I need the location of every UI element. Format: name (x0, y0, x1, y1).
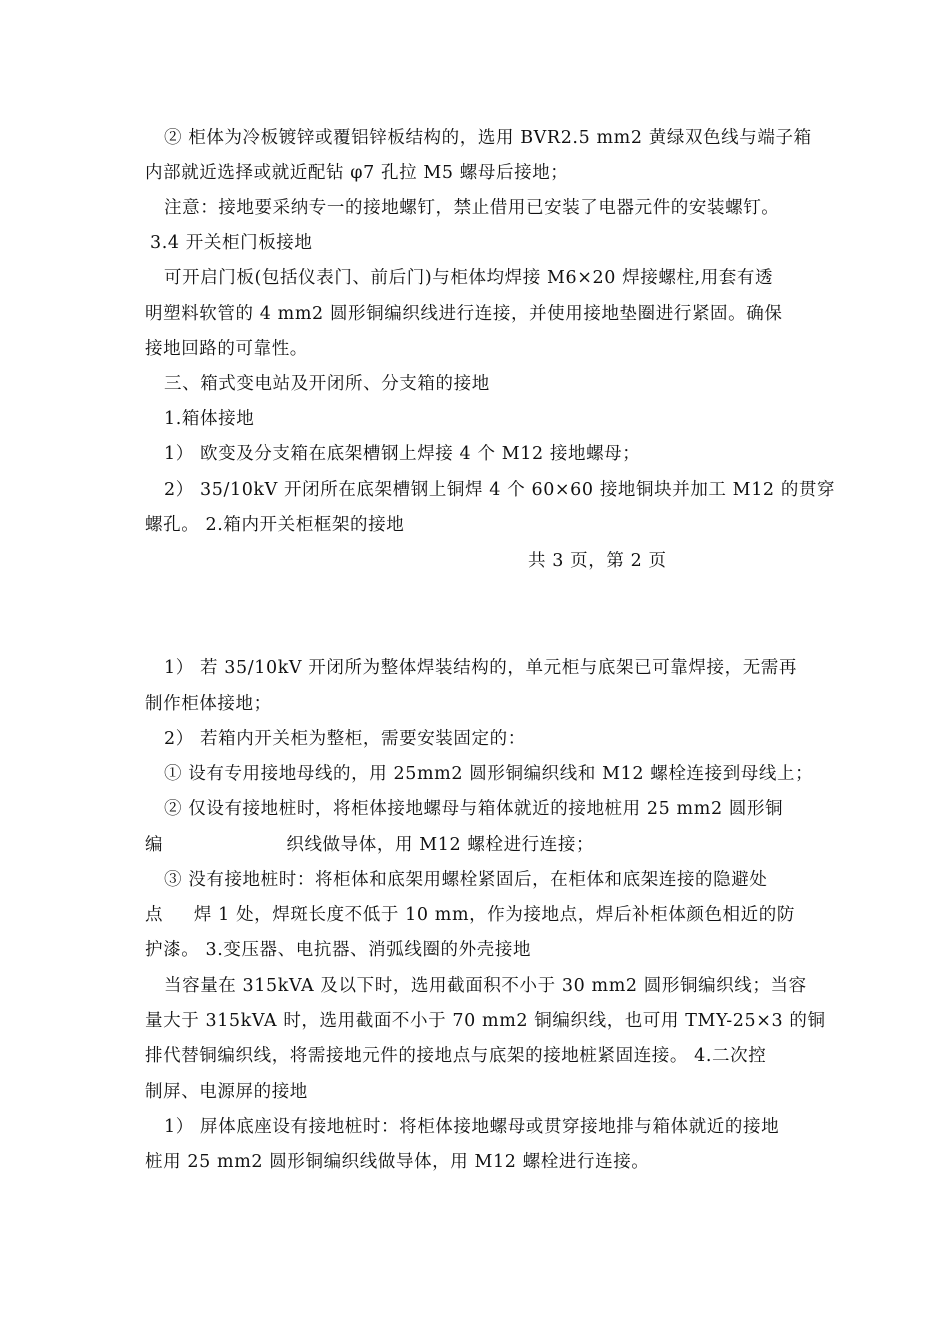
paragraph-line: ② 仅设有接地桩时，将柜体接地螺母与箱体就近的接地桩用 25 mm2 圆形铜 (164, 799, 784, 819)
paragraph-line: 制作柜体接地； (145, 694, 272, 714)
paragraph-line: 2） 35/10kV 开闭所在底架槽钢上铜焊 4 个 60×60 接地铜块并加工 M12 的贯穿 (164, 480, 836, 500)
paragraph-line: 注意：接地要采纳专一的接地螺钉，禁止借用已安装了电器元件的安装螺钉。 (164, 198, 780, 218)
paragraph-line: 螺孔。 2.箱内开关柜框架的接地 (145, 515, 405, 535)
paragraph-line: ③ 没有接地桩时：将柜体和底架用螺栓紧固后，在柜体和底架连接的隐避处 (164, 870, 768, 890)
paragraph-line: 内部就近选择或就近配钻 φ7 孔拉 M5 螺母后接地； (145, 163, 569, 183)
paragraph-line: 当容量在 315kVA 及以下时，选用截面积不小于 30 mm2 圆形铜编织线；当容 (164, 976, 807, 996)
paragraph-line: ② 柜体为冷板镀锌或覆铝锌板结构的，选用 BVR2.5 mm2 黄绿双色线与端子箱 (164, 128, 812, 148)
section-heading: 三、箱式变电站及开闭所、分支箱的接地 (164, 374, 490, 394)
paragraph-line: ① 设有专用接地母线的，用 25mm2 圆形铜编织线和 M12 螺栓连接到母线上； (164, 764, 814, 784)
paragraph-line: 护漆。 3.变压器、电抗器、消弧线圈的外壳接地 (145, 940, 532, 960)
paragraph-line: 1） 屏体底座设有接地桩时：将柜体接地螺母或贯穿接地排与箱体就近的接地 (164, 1117, 780, 1137)
paragraph-line: 桩用 25 mm2 圆形铜编织线做导体，用 M12 螺栓进行连接。 (145, 1152, 650, 1172)
paragraph-line: 1） 若 35/10kV 开闭所为整体焊装结构的，单元柜与底架已可靠焊接，无需再 (164, 658, 797, 678)
paragraph-line: 1） 欧变及分支箱在底架槽钢上焊接 4 个 M12 接地螺母； (164, 444, 641, 464)
page-footer: 共 3 页，第 2 页 (528, 551, 667, 571)
paragraph-line: 制屏、电源屏的接地 (145, 1082, 308, 1102)
paragraph-line: 编 织线做导体，用 M12 螺栓进行连接； (145, 835, 595, 855)
section-heading: 3.4 开关柜门板接地 (150, 233, 313, 253)
paragraph-line: 量大于 315kVA 时，选用截面不小于 70 mm2 铜编织线，也可用 TMY-25×3 的铜 (145, 1011, 826, 1031)
paragraph-line: 明塑料软管的 4 mm2 圆形铜编织线进行连接，并使用接地垫圈进行紧固。确保 (145, 304, 783, 324)
paragraph-line: 排代替铜编织线，将需接地元件的接地点与底架的接地桩紧固连接。 4.二次控 (145, 1046, 767, 1066)
subsection-heading: 1.箱体接地 (164, 409, 255, 429)
paragraph-line: 可开启门板(包括仪表门、前后门)与柜体均焊接 M6×20 焊接螺柱,用套有透 (164, 268, 774, 288)
paragraph-line: 2） 若箱内开关柜为整柜，需要安装固定的： (164, 729, 526, 749)
paragraph-line: 接地回路的可靠性。 (145, 339, 308, 359)
paragraph-line: 点 焊 1 处，焊斑长度不低于 10 mm，作为接地点，焊后补柜体颜色相近的防 (145, 905, 795, 925)
